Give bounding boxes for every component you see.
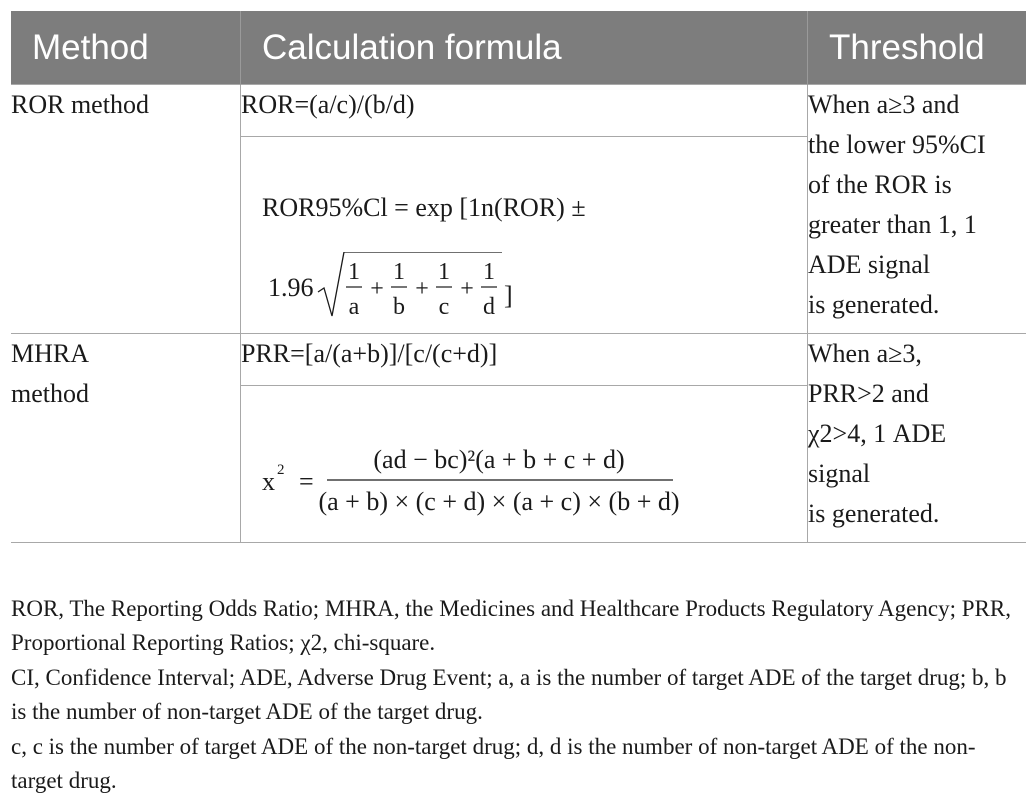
plus-sign: + [370, 276, 384, 302]
ror-ci-formula-cell [241, 137, 808, 334]
ror-ci-formula-line2 [268, 252, 538, 344]
methods-table [11, 11, 1026, 543]
chi-exponent: 2 [277, 462, 285, 478]
ror-threshold-line: of the ROR is [808, 170, 952, 199]
chi-numerator: (ad − bc)²(a + b + c + d) [373, 445, 625, 474]
plus-sign: + [415, 276, 429, 302]
term-numerator: 1 [348, 259, 360, 285]
term-denominator: a [348, 294, 360, 320]
ror-formula: ROR=(a/c)/(b/d) [241, 90, 415, 119]
equals-sign: = [299, 467, 314, 496]
mhra-method-line: method [11, 379, 89, 408]
header-row [11, 11, 1026, 85]
mhra-method-cell [11, 334, 241, 543]
term-numerator: 1 [483, 259, 495, 285]
table-footnotes [11, 592, 1017, 799]
footnote: c, c is the number of target ADE of the non-target drug; d, d is the number of non-target ADE of the non-target drug. [11, 734, 976, 793]
chi-formula-cell [241, 386, 808, 543]
chi-square-formula [241, 386, 761, 542]
ror-method-label: ROR method [11, 90, 149, 119]
mhra-threshold-line: is generated. [808, 499, 940, 528]
term-denominator: c [438, 294, 450, 320]
footnote: CI, Confidence Interval; ADE, Adverse Drug Event; a, a is the number of target ADE of the target drug; b, b is the number of non-target ADE of the target drug. [11, 665, 1007, 724]
mhra-threshold-cell [808, 334, 1026, 543]
prr-formula: PRR=[a/(a+b)]/[c/(c+d)] [241, 339, 498, 368]
chi-symbol: x [262, 467, 275, 496]
plus-sign: + [460, 276, 474, 302]
ror-formula-cell [241, 85, 808, 137]
footnote: ROR, The Reporting Odds Ratio; MHRA, the Medicines and Healthcare Products Regulatory Agency; PRR, Proportional Reporting Ratios; χ2, chi-square. [11, 596, 1011, 655]
header-method: Method [11, 11, 241, 85]
ror-ci-formula-line1: ROR95%Cl = exp [1n(ROR) ± [262, 193, 586, 222]
sqrt-radical [318, 252, 502, 316]
header-formula: Calculation formula [241, 11, 808, 85]
mhra-threshold-line: χ2>4, 1 ADE [808, 419, 947, 448]
ror-threshold-line: is generated. [808, 290, 940, 319]
ror-method-cell [11, 85, 241, 334]
ror-threshold-line: ADE signal [808, 250, 931, 279]
mhra-threshold-line: When a≥3, [808, 339, 922, 368]
closing-bracket: ] [504, 281, 513, 310]
ror-threshold-line: greater than 1, 1 [808, 210, 977, 239]
ror-threshold-line: the lower 95%CI [808, 130, 986, 159]
mhra-threshold-line: signal [808, 459, 871, 488]
chi-denominator: (a + b) × (c + d) × (a + c) × (b + d) [318, 487, 680, 516]
ror-threshold-line: When a≥3 and [808, 90, 960, 119]
header-threshold: Threshold [808, 11, 1026, 85]
term-numerator: 1 [393, 259, 405, 285]
term-denominator: d [483, 294, 495, 320]
term-numerator: 1 [438, 259, 450, 285]
ror-row-1 [11, 85, 1026, 137]
sqrt-formula [268, 252, 538, 332]
sqrt-coefficient: 1.96 [268, 273, 314, 302]
ror-threshold-cell [808, 85, 1026, 334]
mhra-method-line: MHRA [11, 339, 90, 368]
term-denominator: b [393, 294, 405, 320]
mhra-threshold-line: PRR>2 and [808, 379, 929, 408]
